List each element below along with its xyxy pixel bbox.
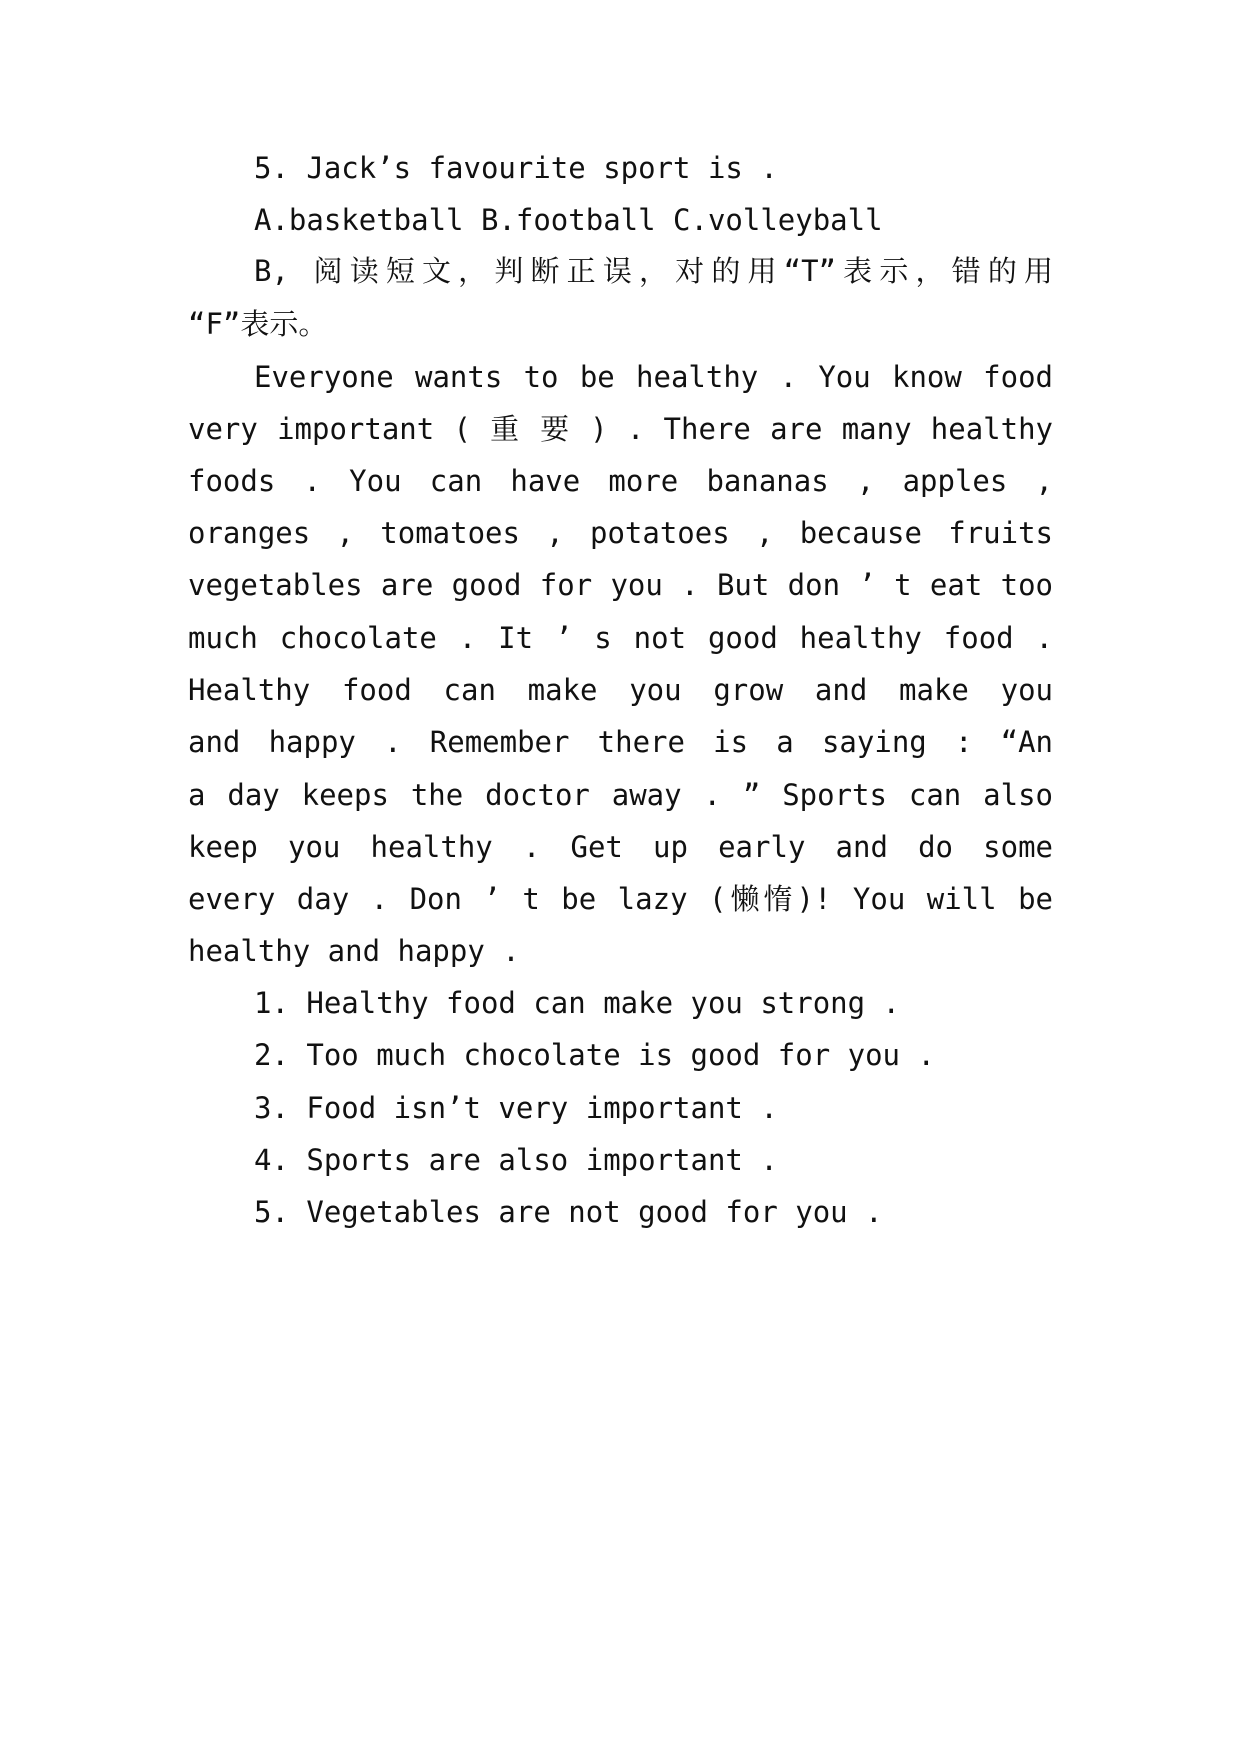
passage-line: and happy . Remember there is a saying : “An: [188, 725, 1053, 759]
question-5-stem: 5. Jack’s favourite sport is .: [254, 151, 778, 185]
question-5-options: A.basketball B.football C.volleyball: [254, 203, 883, 237]
passage-line: keep you healthy . Get up early and do some: [188, 830, 1053, 864]
passage-line: Healthy food can make you grow and make you: [188, 673, 1053, 707]
statement-2: 2. Too much chocolate is good for you .: [254, 1038, 935, 1072]
passage-line: much chocolate . It ’ s not good healthy food .: [188, 621, 1053, 655]
passage-line: vegetables are good for you . But don ’ t eat too: [188, 568, 1053, 602]
statement-3: 3. Food isn’t very important .: [254, 1091, 778, 1125]
passage-line: Everyone wants to be healthy . You know food: [254, 360, 1053, 394]
passage-line: oranges , tomatoes , potatoes , because fruits: [188, 516, 1053, 550]
statement-1: 1. Healthy food can make you strong .: [254, 986, 901, 1020]
passage-line: foods . You can have more bananas , apples ,: [188, 464, 1053, 498]
passage-line: a day keeps the doctor away . ” Sports can also: [188, 778, 1053, 812]
statement-4: 4. Sports are also important .: [254, 1143, 778, 1177]
passage-line: healthy and happy .: [188, 934, 520, 968]
statement-5: 5. Vegetables are not good for you .: [254, 1195, 883, 1229]
section-b-instruction-line-2: “F”表示。: [188, 307, 328, 341]
section-b-instruction-line-1: B, 阅读短文，判断正误，对的用“T”表示，错的用: [254, 254, 1053, 288]
passage-line: very important ( 重 要 ) . There are many healthy: [188, 412, 1053, 446]
passage-line: every day . Don ’ t be lazy (懒惰)! You will be: [188, 882, 1053, 916]
